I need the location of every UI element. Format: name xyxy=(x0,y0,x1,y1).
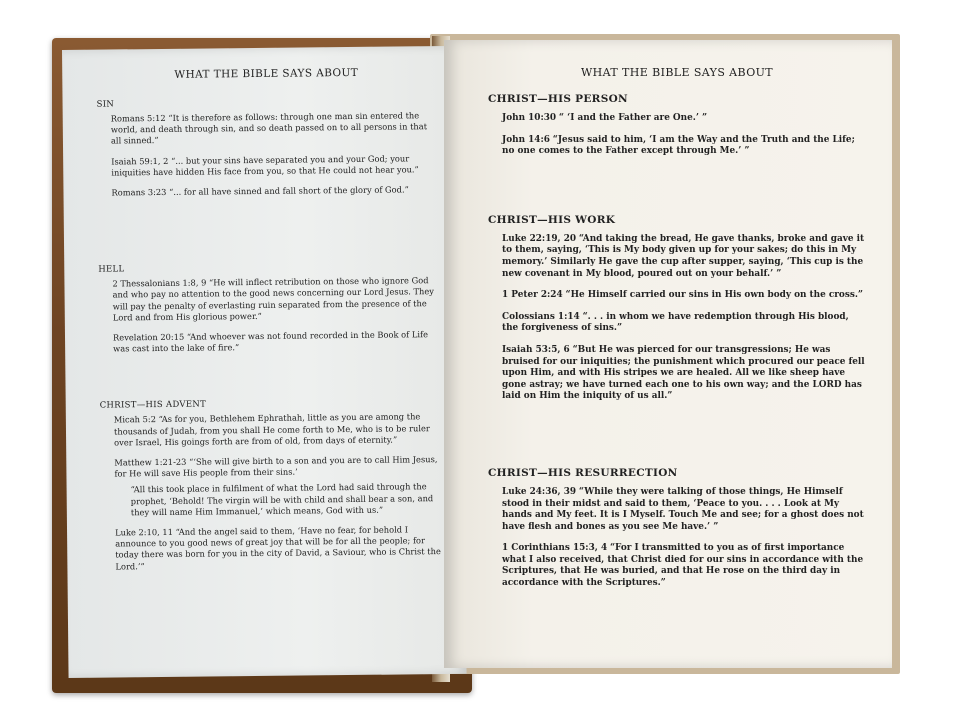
verse xyxy=(115,524,441,572)
verse-text: “While they were talking of those things, He Himself stood in their midst and said to them, ‘Peace to you. . . . Look at My hands and My feet. It is I Myself. Touch Me and see; for a ghost does not have flesh and bones as you see Me have.’ ” xyxy=(502,486,864,532)
section-heading: SIN xyxy=(96,99,115,110)
verse-text: “As for you, Bethlehem Ephrathah, little as you are among the thousands of Judah, from you shall He come forth to Me, who is to be ruler over Israel, His goings forth are from of old, from days of eternity.” xyxy=(113,411,430,448)
verse xyxy=(111,153,437,179)
section-christ-work xyxy=(488,214,866,403)
section-christ-resurrection xyxy=(488,467,866,590)
verse xyxy=(502,312,866,335)
section-heading: CHRIST—HIS WORK xyxy=(488,213,616,226)
verse xyxy=(111,184,437,199)
left-page-title: WHAT THE BIBLE SAYS ABOUT xyxy=(174,66,359,81)
verse-text: “ ‘I and the Father are One.’ ” xyxy=(558,113,708,123)
verse-ref: Colossians 1:14 xyxy=(502,311,580,322)
verse-text: “‘She will give birth to a son and you are to call Him Jesus, for He will save His people from their sins.’ xyxy=(114,454,438,479)
verse-text: “It is therefore as follows: through one man sin entered the world, and death through sin, and so death passed on to all persons in that all sinned.” xyxy=(110,110,428,146)
verse xyxy=(114,454,440,480)
verse-ref: John 10:30 xyxy=(502,113,557,123)
verse-ref: 2 Thessalonians 1:8, 9 xyxy=(112,277,207,289)
verse xyxy=(502,290,866,302)
verse xyxy=(502,234,866,280)
verse-ref: Revelation 20:15 xyxy=(112,331,185,343)
verse-text: “Jesus said to him, ‘I am the Way and the Truth and the Life; no one comes to the Father except through Me.’ ” xyxy=(502,134,855,157)
verse-text: “... for all have sinned and fall short of the glory of God.” xyxy=(169,184,409,197)
verse-text: “All this took place in fulfilment of what the Lord had said through the prophet, ‘Behold! The virgin will be with child and shall bear a son, and they will name Him Immanuel,’ which means, God with us.” xyxy=(130,481,434,518)
verse-text: “And the angel said to them, ‘Have no fear, for behold I announce to you good news of great joy that will be for all the people; for today there was born for you in the city of David, a Saviour, who is Christ the Lord.’” xyxy=(115,524,441,572)
verse-text: “He will inflect retribution on those who ignore God and who pay no attention to the good news concerning our Lord Jesus. They will pay the penalty of everlasting ruin separated from the presence of the Lord and from His glorious power.” xyxy=(112,275,435,323)
verse xyxy=(502,487,866,533)
verse-text: “But He was pierced for our transgressions; He was bruised for our iniquities; the punishment which procured our peace fell upon Him, and with His stripes we are healed. All we like sheep have gone astray; we have turned each one to his own way; and the LORD has laid on Him the iniquity of us all.” xyxy=(502,344,865,402)
section-heading: CHRIST—HIS RESURRECTION xyxy=(488,466,678,479)
section-christ-advent xyxy=(100,398,442,573)
right-page-title: WHAT THE BIBLE SAYS ABOUT xyxy=(580,66,774,79)
verse-ref: Luke 22:19, 20 xyxy=(502,233,577,244)
section-heading: HELL xyxy=(98,264,125,275)
section-sin xyxy=(97,96,438,199)
verse xyxy=(111,110,437,147)
verse-text: “. . . in whom we have redemption through His blood, the forgiveness of sins.” xyxy=(502,311,849,334)
verse-ref: Luke 2:10, 11 xyxy=(115,526,174,538)
verse-ref: Micah 5:2 xyxy=(113,414,157,425)
verse xyxy=(502,135,866,158)
verse xyxy=(131,482,441,519)
right-page xyxy=(444,40,892,668)
section-christ-person xyxy=(488,93,866,158)
verse-ref: Matthew 1:21-23 xyxy=(114,456,187,468)
verse-ref: 1 Corinthians 15:3, 4 xyxy=(502,543,608,554)
verse-ref: Romans 5:12 xyxy=(110,112,166,124)
show-through-text xyxy=(484,200,487,210)
section-hell xyxy=(98,261,439,355)
verse-ref: 1 Peter 2:24 xyxy=(502,290,563,301)
verse-text: “And taking the bread, He gave thanks, broke and gave it to them, saying, ‘This is My body given up for your sakes; do this in My memory.’ Similarly He gave the cup after supper, saying, ‘This cup is the new covenant in My blood, poured out on your behalf.’ ” xyxy=(502,233,865,279)
verse-text: “He Himself carried our sins in His own body on the cross.” xyxy=(565,290,864,301)
section-heading: CHRIST—HIS ADVENT xyxy=(99,399,207,412)
verse xyxy=(113,329,439,355)
verse xyxy=(502,345,866,403)
verse-ref: Luke 24:36, 39 xyxy=(502,486,577,497)
verse-text: “... but your sins have separated you and your God; your iniquities have hidden His face from you, so that He could not hear you.” xyxy=(111,152,419,178)
verse-ref: Isaiah 53:5, 6 xyxy=(502,344,570,355)
verse xyxy=(502,543,866,589)
left-page xyxy=(62,46,467,678)
verse xyxy=(112,275,438,323)
verse-ref: Romans 3:23 xyxy=(111,186,167,198)
verse xyxy=(114,412,440,449)
verse xyxy=(502,113,866,125)
verse-text: “For I transmitted to you as of first importance what I also received, that Christ died for our sins in accordance with the Scriptures, that He was buried, and that He rose on the third day in accordance with the Scriptures.” xyxy=(502,543,864,589)
verse-ref: John 14:6 xyxy=(502,134,550,145)
verse-text: “And whoever was not found recorded in the Book of Life was cast into the lake of fire.” xyxy=(113,329,429,354)
verse-ref: Isaiah 59:1, 2 xyxy=(111,155,169,167)
section-heading: CHRIST—HIS PERSON xyxy=(488,93,628,105)
